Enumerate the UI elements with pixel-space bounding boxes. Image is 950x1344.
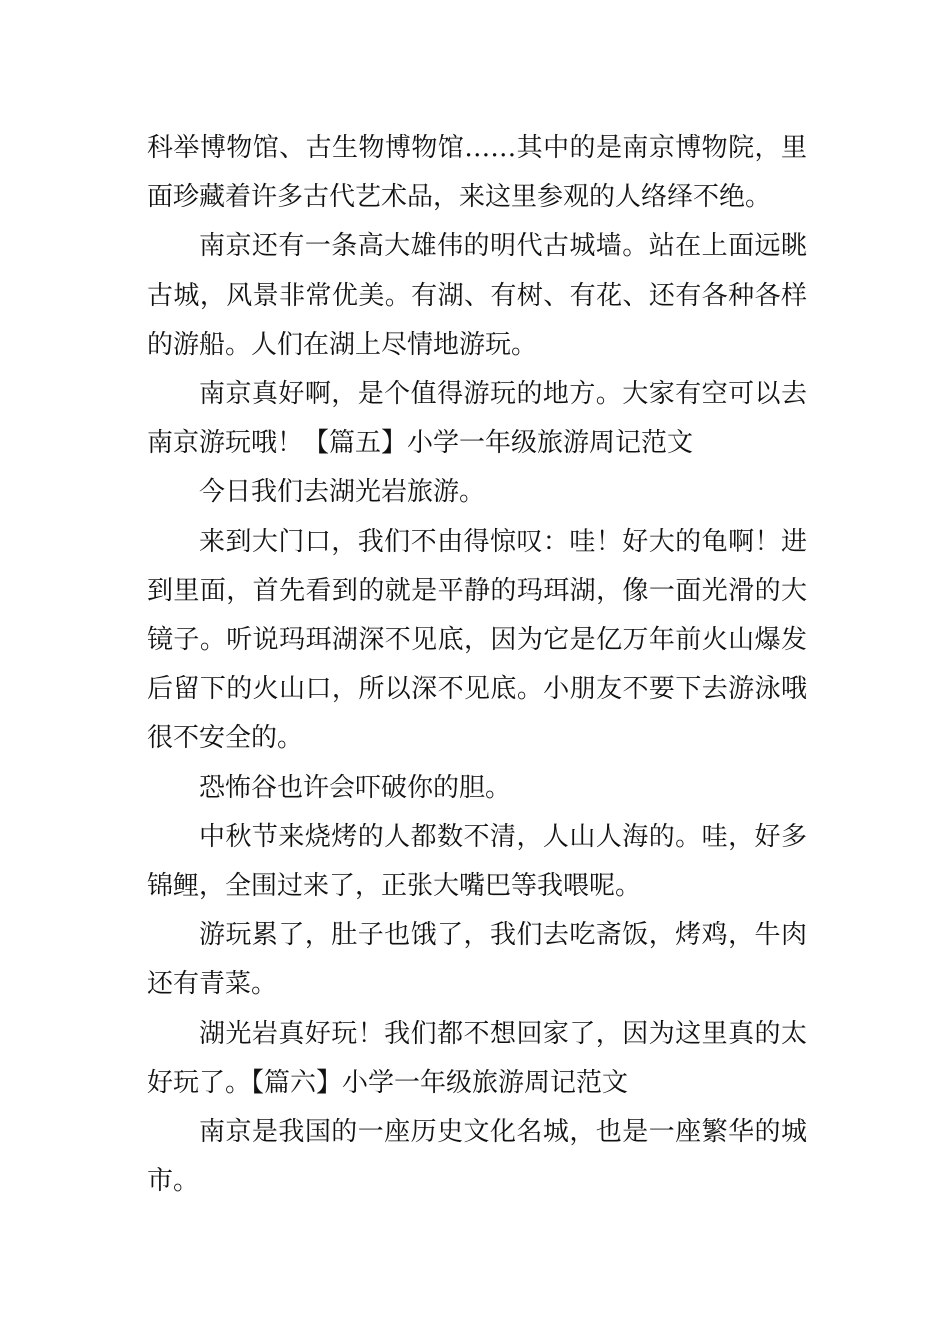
paragraph-horror-valley: 恐怖谷也许会吓破你的胆。 [199,772,512,803]
paragraph-city-wall: 南京还有一条高大雄伟的明代古城墙。站在上面远眺古城，风景非常优美。有湖、有树、有花、还有各种各样的游船。人们在湖上尽情地游玩。 [147,231,807,360]
paragraph-meal: 游玩累了，肚子也饿了，我们去吃斋饭，烤鸡，牛肉还有青菜。 [147,920,807,1000]
paragraph-koi: 中秋节来烧烤的人都数不清，人山人海的。哇，好多锦鲤，全围过来了，正张大嘴巴等我喂呢。 [147,821,807,902]
paragraph-nanjing-conclusion: 南京真好啊，是个值得游玩的地方。大家有空可以去南京游玩哦！【篇五】小学一年级旅游周记范文 [147,379,807,459]
paragraph-huguangyan-intro: 今日我们去湖光岩旅游。 [199,477,486,508]
paragraph-maar-lake: 来到大门口，我们不由得惊叹：哇！好大的龟啊！进到里面，首先看到的就是平静的玛珥湖，像一面光滑的大镜子。听说玛珥湖深不见底，因为它是亿万年前火山爆发后留下的火山口，所以深不见底。小朋友不要下去游泳哦很不安全的。 [147,526,807,754]
paragraph-museums: 科举博物馆、古生物博物馆……其中的是南京博物院，里面珍藏着许多古代艺术品，来这里参观的人络绎不绝。 [147,133,807,213]
document-page [147,124,807,1206]
paragraph-huguangyan-conclusion: 湖光岩真好玩！我们都不想回家了，因为这里真的太好玩了。【篇六】小学一年级旅游周记范文 [147,1018,807,1098]
paragraph-nanjing-intro: 南京是我国的一座历史文化名城，也是一座繁华的城市。 [147,1117,807,1197]
